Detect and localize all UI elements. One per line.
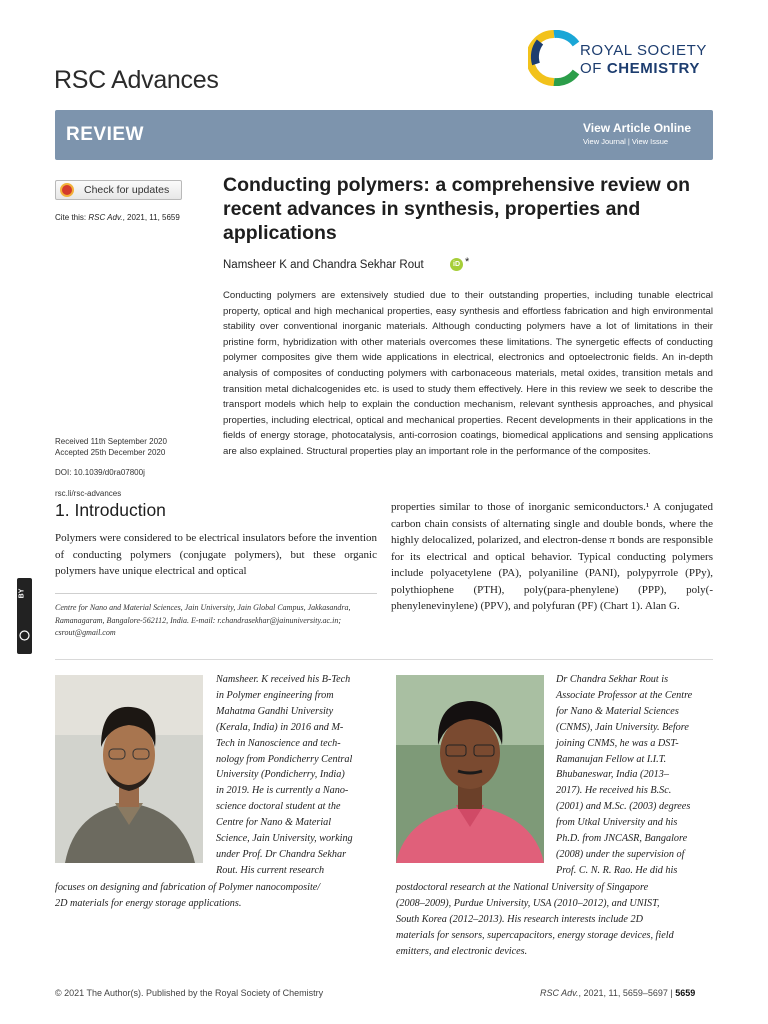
bio-line: nology from Pondicherry Central [216, 753, 353, 765]
bio-line: emitters, and electronic devices. [396, 945, 528, 957]
received-date: Received 11th September 2020 [55, 437, 167, 446]
bio-line: Bhubaneswar, India (2013– [556, 769, 669, 781]
bio-line: Associate Professor at the Centre [556, 689, 693, 701]
view-article-online-link[interactable]: View Article Online [583, 121, 692, 135]
page-footer: RSC Adv., 2021, 11, 5659–5697 | 5659 [540, 988, 696, 998]
abstract [223, 288, 713, 460]
cc-icon [19, 630, 30, 641]
bio-line: under Prof. Dr Chandra Sekhar [216, 848, 347, 860]
bio-line: from Utkal University and his [556, 817, 678, 829]
cc-by-license-icon[interactable] [17, 578, 32, 654]
bio-line: Ph.D. from JNCASR, Bangalore [556, 833, 688, 845]
citation: Cite this: RSC Adv., 2021, 11, 5659 [55, 213, 180, 222]
bio-line: (2008) under the supervision of [556, 848, 685, 860]
bio-rout-tail [396, 880, 718, 960]
accepted-date: Accepted 25th December 2020 [55, 448, 166, 457]
bio-rout-side [556, 672, 716, 879]
bio-line: Namsheer. K received his B-Tech [216, 674, 351, 685]
bio-line: (Kerala, India) in 2016 and M- [216, 721, 344, 733]
rsc-logo-icon [528, 30, 580, 86]
bio-line: in 2019. He is currently a Nano- [216, 785, 349, 797]
intro-text-right: properties similar to those of inorganic semiconductors.¹ A conjugated carbon chain consists of alternating single and double bonds, where the highly delocalized, polarized, and electron-dense π bonds are responsible for its electrical and optical behavior. Typical conducting polymers include polyacetylene (PA), polyaniline (PANI), polypyrrole (PPy), polythiophene (PTH), poly(para-phenylene) (PPP), poly(-phenylenevinylene) (PPV), and polyfuran (PF) (Chart 1). Alan G. [391, 501, 713, 612]
bio-line: (CNMS), Jain University. Before [556, 721, 689, 733]
bio-line: University (Pondicherry, India) [216, 769, 345, 781]
intro-text-left: Polymers were considered to be electrical insulators before the invention of conducting polymers (conjugate polymers), but these organic polymers have unique electrical and optical [55, 532, 377, 577]
orcid-icon[interactable]: iD [450, 258, 463, 271]
check-for-updates-label[interactable]: Check for updates [84, 184, 170, 196]
bio-line: Centre for Nano & Material [216, 817, 332, 829]
bio-line: Science, Jain University, working [216, 833, 353, 845]
bio-namsheer-side [216, 672, 376, 879]
bio-line: in Polymer engineering from [216, 689, 334, 701]
doi[interactable]: DOI: 10.1039/d0ra07800j [55, 468, 145, 477]
bio-line: 2017). He received his B.Sc. [556, 785, 672, 797]
article-title: Conducting polymers: a comprehensive review on recent advances in synthesis, properties and applications [223, 174, 691, 244]
journal-name: RSC Advances [54, 66, 219, 94]
affiliation-footnote: Centre for Nano and Material Sciences, Jain University, Jain Global Campus, Jakkasandra, Ramanagaram, Bangalore-562112, India. E-mail: r.chandrasekhar@jainuniversity.ac.in; csrout@gmail.com [55, 603, 351, 637]
bio-line: South Korea (2012–2013). His research interests include 2D [396, 913, 643, 925]
publisher-name-line1: ROYAL SOCIETY [580, 42, 707, 59]
bio-line: focuses on designing and fabrication of Polymer nanocomposite/ [55, 882, 321, 893]
bio-line: joining CNMS, he was a DST- [556, 737, 679, 749]
bio-line: (2008–2009), Purdue University, USA (2010–2012), and UNIST, [396, 897, 660, 909]
bio-line: for Nano & Material Sciences [556, 705, 679, 717]
cc-by-label: BY [18, 588, 26, 599]
corresponding-author-mark: * [465, 256, 470, 268]
crossmark-icon [60, 183, 74, 197]
bio-namsheer-tail [55, 880, 377, 912]
bio-line: Rout. His current research [216, 864, 325, 876]
bio-line: 2D materials for energy storage applications. [55, 897, 242, 909]
abstract-text: Conducting polymers are extensively studied due to their outstanding properties, including tunable electrical property, optical and high mechanical properties, easy synthesis and effortless fabrication and high environmental stability over conventional inorganic materials. Although conducting polymers have a lot of limitations in their pristine form, hybridization with other materials overcomes these limitations. The synergetic effects of conducting polymer composites give them wide applications in electrical, electronics and optoelectronic fields. An in-depth analysis of composites of conducting polymers with carbonaceous materials, metal oxides, transition metals and transition metal dichalcogenides etc. is used to study them effectively. Here in this review we seek to describe the transport models which help to explain the conduction mechanism, relevant synthesis approaches, and physical properties, including electrical, optical and mechanical properties. Recent developments in their applications in the fields of energy storage, photocatalysis, anti-corrosion coatings, biomedical applications and sensing applications are also explained. Structural properties play an important role in the performance of the composites. [223, 290, 713, 457]
bio-line: (2001) and M.Sc. (2003) degrees [556, 801, 691, 813]
section-heading-introduction: 1. Introduction [55, 500, 166, 520]
publisher-name-line2: OF CHEMISTRY [580, 60, 700, 77]
author-photo-rout [396, 675, 544, 863]
bio-line: materials for sensors, supercapacitors, energy storage devices, field [396, 929, 674, 941]
article-type-label: REVIEW [66, 124, 144, 145]
bio-line: Prof. C. N. R. Rao. He did his [556, 864, 678, 876]
bio-line: Tech in Nanoscience and tech- [216, 737, 341, 749]
copyright-footer: © 2021 The Author(s). Published by the Royal Society of Chemistry [55, 988, 324, 998]
bio-line: science doctoral student at the [216, 801, 341, 813]
article-type-band [55, 110, 713, 160]
view-journal-issue-links[interactable]: View Journal | View Issue [583, 137, 669, 146]
bio-line: Dr Chandra Sekhar Rout is [556, 674, 669, 685]
bio-line: Ramanujan Fellow at I.I.T. [556, 753, 667, 765]
bio-line: postdoctoral research at the National University of Singapore [396, 882, 649, 893]
journal-link[interactable]: rsc.li/rsc-advances [55, 489, 122, 498]
author-photo-namsheer [55, 675, 203, 863]
bio-separator [55, 659, 713, 660]
bio-line: Mahatma Gandhi University [216, 705, 334, 717]
footnote-rule [55, 593, 377, 594]
author-list: Namsheer K and Chandra Sekhar Rout [223, 259, 424, 271]
